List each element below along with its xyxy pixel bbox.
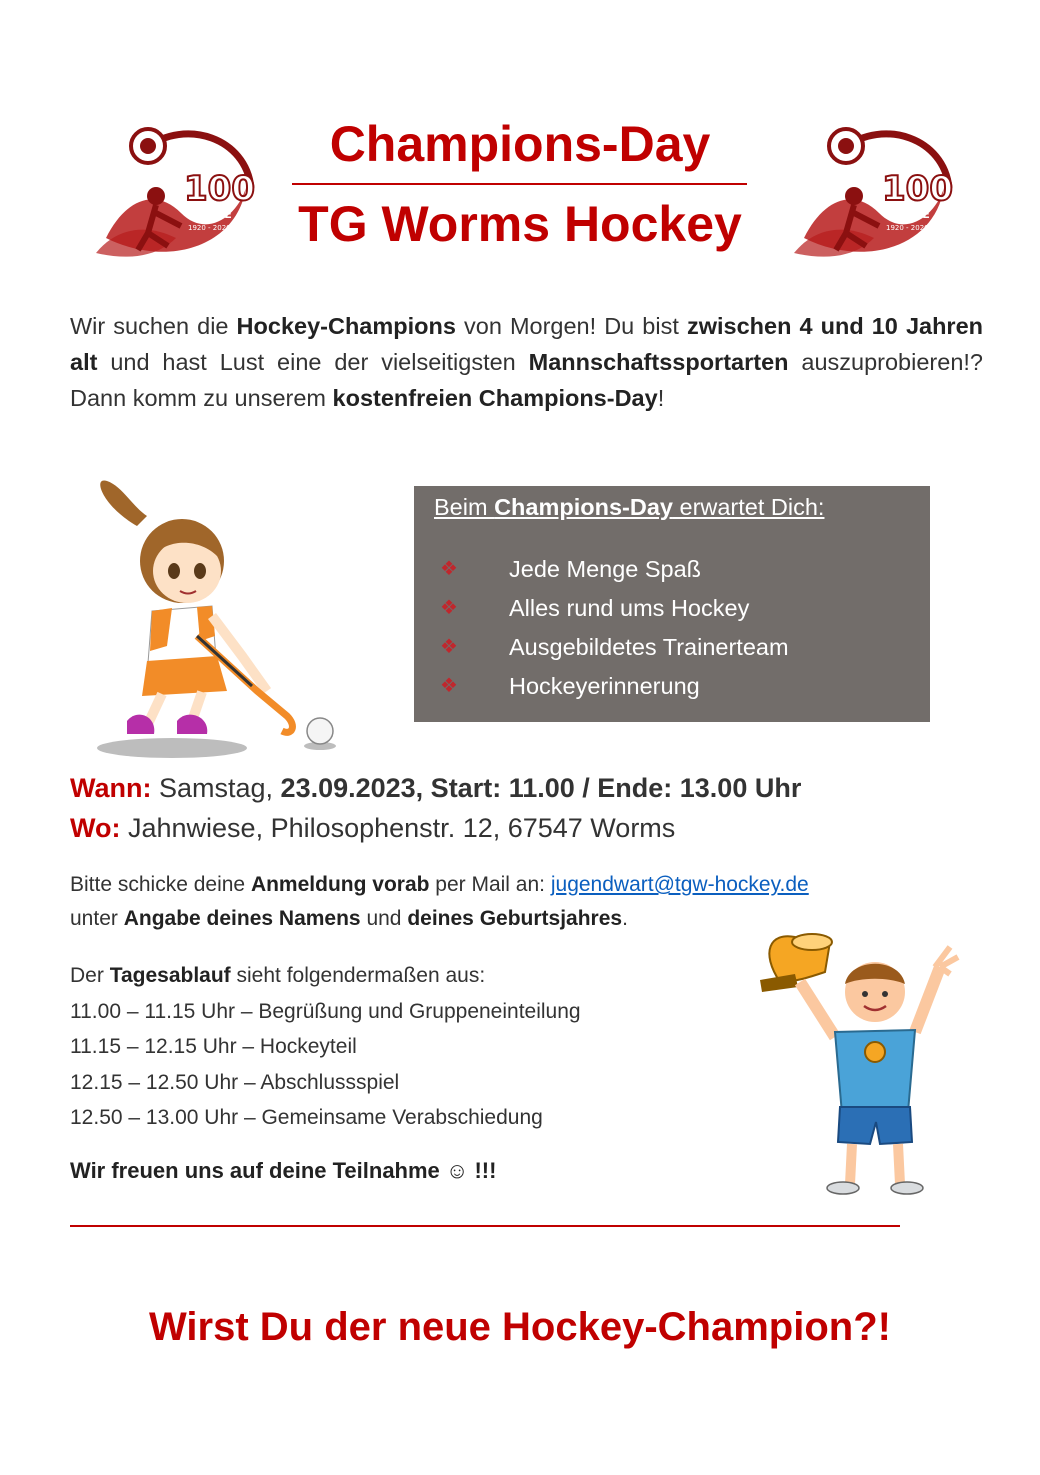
registration-text: Bitte schicke deine Anmeldung vorab per Mail an: jugendwart@tgw-hockey.de unter Angabe deines Namens und deines Geburtsjahres. [70, 873, 809, 930]
diamond-bullet-icon: ❖ [440, 636, 458, 658]
club-logo-right [784, 118, 954, 263]
title-divider [292, 183, 747, 185]
logo-jahre-text: JAHRE [892, 208, 930, 221]
girl-hockey-player-illustration [92, 476, 342, 766]
benefits-list [440, 550, 789, 706]
logo-100-text: 100 [184, 169, 255, 209]
champions-day-info-box [414, 486, 930, 722]
diamond-bullet-icon: ❖ [440, 597, 458, 619]
schedule-item: 12.50 – 13.00 Uhr – Gemeinsame Verabschiedung [70, 1106, 543, 1129]
logo-years-text: 1920 - 2020 [188, 224, 231, 232]
email-link[interactable]: jugendwart@tgw-hockey.de [550, 873, 809, 896]
schedule [70, 958, 581, 1136]
logo-years-text: 1920 - 2020 [886, 224, 929, 232]
schedule-item: 11.00 – 11.15 Uhr – Begrüßung und Gruppeneinteilung [70, 999, 581, 1023]
event-when: Wann: Samstag, 23.09.2023, Start: 11.00 / Ende: 13.00 Uhr [70, 773, 802, 803]
logo-jahre-text: JAHRE [194, 208, 232, 221]
schedule-item: 11.15 – 12.15 Uhr – Hockeyteil [70, 1035, 357, 1058]
list-item: ❖ Hockeyerinnerung [440, 667, 789, 706]
call-to-action-heading: Wirst Du der neue Hockey-Champion?! [149, 1305, 891, 1349]
event-where: Wo: Jahnwiese, Philosophenstr. 12, 67547 Worms [70, 813, 676, 843]
title-line-1: Champions-Day [329, 116, 711, 172]
schedule-intro: Der Tagesablauf sieht folgendermaßen aus: [70, 964, 486, 987]
section-divider [70, 1225, 900, 1227]
title-line-2: TG Worms Hockey [298, 196, 742, 252]
intro-paragraph: Wir suchen die Hockey-Champions von Morgen! Du bist zwischen 4 und 10 Jahren alt und hast Lust eine der vielseitigsten Mannschaftssportarten auszuprobieren!? Dann komm zu unserem kostenfreien Champions-Day! [70, 313, 984, 411]
list-item: ❖ Alles rund ums Hockey [440, 589, 789, 628]
box-title: Beim Champions-Day erwartet Dich: [434, 494, 825, 520]
club-logo-left [86, 118, 256, 263]
list-item: ❖ Ausgebildetes Trainerteam [440, 628, 789, 667]
list-item: ❖ Jede Menge Spaß [440, 550, 789, 589]
diamond-bullet-icon: ❖ [440, 675, 458, 697]
logo-100-text: 100 [882, 169, 953, 209]
schedule-item: 12.15 – 12.50 Uhr – Abschlussspiel [70, 1070, 400, 1094]
closing-line: Wir freuen uns auf deine Teilnahme ☺ !!! [70, 1158, 497, 1183]
diamond-bullet-icon: ❖ [440, 558, 458, 580]
boy-with-trophy-illustration [740, 922, 980, 1202]
